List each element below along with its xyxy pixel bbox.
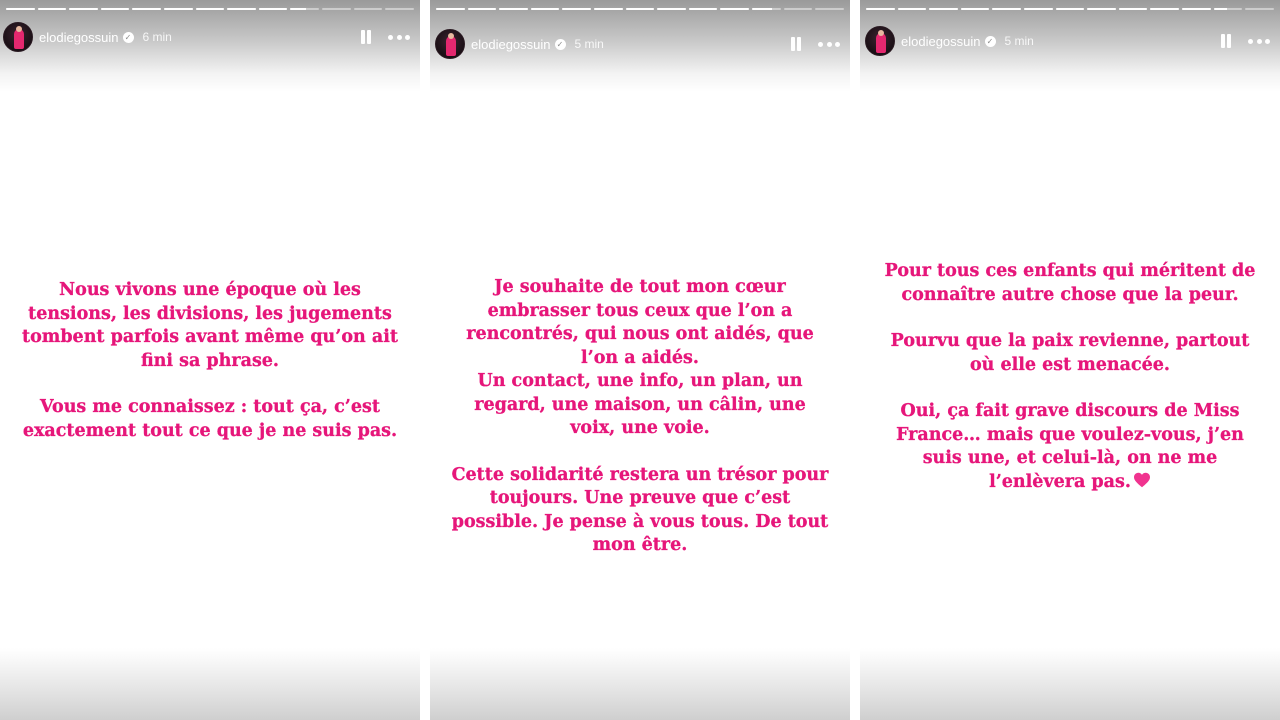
progress-segment [196, 8, 225, 10]
story-paragraph: Un contact, une info, un plan, un regard, une maison, un câlin, une voix, une voie. [474, 371, 806, 438]
username[interactable]: elodiegossuin [471, 36, 551, 52]
progress-segment-fill [132, 8, 161, 10]
progress-segment [657, 8, 686, 10]
pause-icon[interactable] [788, 36, 804, 52]
progress-segment [1182, 8, 1211, 10]
more-options-icon[interactable] [818, 36, 840, 52]
progress-segment [354, 8, 383, 10]
progress-segment-fill [866, 8, 895, 10]
progress-segment [6, 8, 35, 10]
progress-segment-fill [1150, 8, 1179, 10]
progress-segment-fill [929, 8, 958, 10]
progress-segment [290, 8, 319, 10]
progress-segment [1119, 8, 1148, 10]
progress-segment-fill [626, 8, 655, 10]
progress-segment-fill [196, 8, 225, 10]
progress-segment [866, 8, 895, 10]
story-paragraph: Je souhaite de tout mon cœur embrasser tous ceux que l’on a rencontrés, qui nous ont aidés, que l’on a aidés. [466, 277, 814, 368]
verified-badge-icon: ✓ [985, 36, 996, 47]
story-text [20, 279, 400, 443]
progress-segment-fill [468, 8, 497, 10]
progress-segment-fill [1214, 8, 1227, 10]
progress-segment [929, 8, 958, 10]
progress-segment [499, 8, 528, 10]
progress-segment-fill [436, 8, 465, 10]
progress-segment [132, 8, 161, 10]
progress-segment-fill [562, 8, 591, 10]
progress-segment-fill [1087, 8, 1116, 10]
progress-segment-fill [38, 8, 67, 10]
progress-segment-fill [69, 8, 98, 10]
progress-segment [1056, 8, 1085, 10]
progress-segment [1150, 8, 1179, 10]
post-time: 5 min [574, 37, 604, 51]
story-panel-1[interactable] [0, 0, 420, 720]
verified-badge-icon: ✓ [123, 32, 134, 43]
heart-icon [1133, 472, 1151, 488]
progress-segment [69, 8, 98, 10]
pause-icon[interactable] [1218, 33, 1234, 49]
story-panel-2[interactable] [430, 0, 850, 720]
story-header [430, 27, 850, 61]
progress-segment-fill [752, 8, 772, 10]
progress-segment-fill [164, 8, 193, 10]
bottom-gradient [860, 648, 1280, 720]
progress-segment-fill [290, 8, 306, 10]
progress-segment [322, 8, 351, 10]
avatar[interactable] [865, 26, 895, 56]
story-paragraph: Nous vivons une époque où les tensions, les divisions, les jugements tombent parfois avant même qu’on ait fini sa phrase. [22, 280, 398, 371]
progress-segment-fill [898, 8, 927, 10]
progress-segment [784, 8, 813, 10]
more-options-icon[interactable] [388, 29, 410, 45]
avatar[interactable] [435, 29, 465, 59]
post-time: 5 min [1004, 34, 1034, 48]
progress-segment-fill [1056, 8, 1085, 10]
progress-segment-fill [259, 8, 288, 10]
story-paragraph: Pour tous ces enfants qui méritent de connaître autre chose que la peur. [884, 261, 1256, 305]
story-paragraph-text: Oui, ça fait grave discours de Miss France… mais que voulez-vous, j’en suis une, et celui-là, on ne me l’enlèvera pas. [896, 401, 1244, 492]
progress-segment-fill [499, 8, 528, 10]
progress-segment-fill [1024, 8, 1053, 10]
progress-segment-fill [531, 8, 560, 10]
story-paragraph: Vous me connaissez : tout ça, c’est exactement tout ce que je ne suis pas. [22, 397, 398, 441]
progress-segment [752, 8, 781, 10]
progress-segment [164, 8, 193, 10]
progress-segment [468, 8, 497, 10]
progress-segment [1024, 8, 1053, 10]
progress-segment-fill [689, 8, 718, 10]
progress-segment [992, 8, 1021, 10]
progress-segment [1214, 8, 1243, 10]
pause-icon[interactable] [358, 29, 374, 45]
progress-segment-fill [1182, 8, 1211, 10]
username[interactable]: elodiegossuin [901, 33, 981, 49]
progress-segment [898, 8, 927, 10]
progress-segment [1087, 8, 1116, 10]
progress-segment [38, 8, 67, 10]
story-progress-bar [6, 8, 414, 10]
progress-segment-fill [657, 8, 686, 10]
progress-segment [1245, 8, 1274, 10]
progress-segment [101, 8, 130, 10]
story-paragraph [880, 400, 1260, 494]
story-text [880, 260, 1260, 494]
progress-segment [562, 8, 591, 10]
progress-segment [531, 8, 560, 10]
story-progress-bar [436, 8, 844, 10]
story-header [860, 24, 1280, 58]
progress-segment [594, 8, 623, 10]
story-text [450, 276, 830, 558]
progress-segment [689, 8, 718, 10]
post-time: 6 min [142, 30, 172, 44]
progress-segment-fill [961, 8, 990, 10]
progress-segment [815, 8, 844, 10]
more-options-icon[interactable] [1248, 33, 1270, 49]
progress-segment [436, 8, 465, 10]
progress-segment-fill [720, 8, 749, 10]
progress-segment-fill [1119, 8, 1148, 10]
verified-badge-icon: ✓ [555, 39, 566, 50]
progress-segment [385, 8, 414, 10]
avatar[interactable] [3, 22, 33, 52]
bottom-gradient [430, 648, 850, 720]
progress-segment [259, 8, 288, 10]
progress-segment-fill [992, 8, 1021, 10]
username[interactable]: elodiegossuin [39, 29, 119, 45]
bottom-gradient [0, 648, 420, 720]
progress-segment-fill [101, 8, 130, 10]
progress-segment [626, 8, 655, 10]
progress-segment-fill [594, 8, 623, 10]
story-paragraph: Cette solidarité restera un trésor pour toujours. Une preuve que c’est possible. Je pense à vous tous. De tout mon être. [451, 464, 829, 555]
progress-segment [227, 8, 256, 10]
story-panel-3[interactable] [860, 0, 1280, 720]
story-paragraph: Pourvu que la paix revienne, partout où elle est menacée. [890, 331, 1250, 375]
progress-segment-fill [227, 8, 256, 10]
story-header [0, 20, 420, 54]
progress-segment-fill [6, 8, 35, 10]
progress-segment [961, 8, 990, 10]
story-progress-bar [866, 8, 1274, 10]
progress-segment [720, 8, 749, 10]
